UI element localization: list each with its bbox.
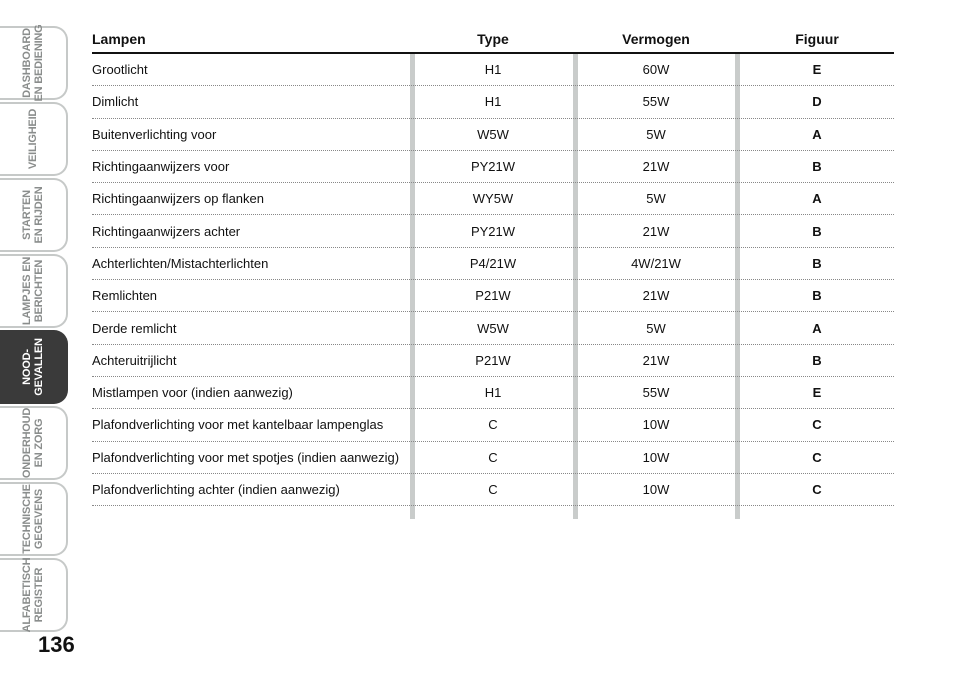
tab-onderhoud[interactable] — [0, 406, 68, 480]
table-row — [92, 86, 894, 118]
power-cell: 21W — [642, 288, 670, 304]
type-cell: H1 — [484, 385, 502, 401]
table-body — [92, 54, 894, 506]
figure-cell: B — [812, 352, 822, 368]
figure-cell: B — [812, 255, 822, 271]
lamp-cell: Plafondverlichting voor met kantelbaar lampenglas — [92, 417, 384, 433]
power-cell: 21W — [642, 159, 670, 175]
tab-label: STARTEN EN RIJDEN — [21, 186, 45, 244]
power-cell: 21W — [642, 352, 670, 368]
header-lamp: Lampen — [92, 31, 146, 47]
table-row — [92, 248, 894, 280]
figure-cell: A — [812, 320, 822, 336]
table-row — [92, 377, 894, 409]
figure-cell: D — [812, 94, 822, 110]
type-cell: W5W — [477, 320, 509, 336]
tab-label: ONDERHOUD EN ZORG — [21, 407, 45, 479]
table-row — [92, 345, 894, 377]
figure-cell: E — [812, 385, 822, 401]
page-number: 136 — [38, 632, 75, 657]
lamp-cell: Grootlicht — [92, 62, 148, 78]
power-cell: 5W — [646, 320, 666, 336]
tab-starten[interactable] — [0, 178, 68, 252]
table-header — [92, 26, 894, 54]
lamp-cell: Achteruitrijlicht — [92, 352, 177, 368]
power-cell: 10W — [642, 449, 670, 465]
lamp-cell: Buitenverlichting voor — [92, 126, 217, 142]
power-cell: 4W/21W — [631, 255, 681, 271]
lamp-table — [92, 26, 894, 506]
tab-label: LAMPJES EN BERICHTEN — [21, 256, 45, 326]
power-cell: 10W — [642, 482, 670, 497]
type-cell: P21W — [475, 352, 511, 368]
type-cell: PY21W — [470, 159, 516, 175]
type-cell: H1 — [484, 62, 502, 78]
table-row — [92, 119, 894, 151]
figure-cell: A — [812, 126, 822, 142]
table-row — [92, 312, 894, 344]
power-cell: 60W — [642, 62, 670, 78]
type-cell: PY21W — [470, 223, 516, 239]
type-cell: C — [488, 449, 498, 465]
table-row — [92, 54, 894, 86]
tab-veiligheid[interactable] — [0, 102, 68, 176]
tab-dashboard[interactable] — [0, 26, 68, 100]
type-cell: C — [488, 482, 498, 497]
lamp-cell: Dimlicht — [92, 94, 139, 110]
tab-label: DASHBOARD EN BEDIENING — [21, 24, 45, 102]
type-cell: H1 — [484, 94, 502, 110]
tab-label: VEILIGHEID — [27, 108, 39, 170]
tab-technische[interactable] — [0, 482, 68, 556]
figure-cell: A — [812, 191, 822, 207]
power-cell: 10W — [642, 417, 670, 433]
lamp-cell: Richtingaanwijzers op flanken — [92, 191, 264, 207]
header-type: Type — [477, 31, 509, 47]
figure-cell: B — [812, 159, 822, 175]
lamp-cell: Plafondverlichting achter (indien aanwezig) — [92, 482, 340, 497]
lamp-cell: Plafondverlichting voor met spotjes (indien aanwezig) — [92, 449, 400, 465]
header-power: Vermogen — [622, 31, 690, 47]
type-cell: C — [488, 417, 498, 433]
figure-cell: B — [812, 288, 822, 304]
type-cell: P21W — [475, 288, 511, 304]
table-row — [92, 442, 894, 474]
power-cell: 5W — [646, 126, 666, 142]
tab-noodgevallen[interactable] — [0, 330, 68, 404]
power-cell: 55W — [642, 94, 670, 110]
lamp-cell: Remlichten — [92, 288, 158, 304]
tab-alfabetisch[interactable] — [0, 558, 68, 632]
power-cell: 5W — [646, 191, 666, 207]
lamp-cell: Derde remlicht — [92, 320, 177, 336]
power-cell: 21W — [642, 223, 670, 239]
lamp-cell: Mistlampen voor (indien aanwezig) — [92, 385, 293, 401]
figure-cell: B — [812, 223, 822, 239]
tab-lampjes[interactable] — [0, 254, 68, 328]
table-row — [92, 151, 894, 183]
table-row — [92, 474, 894, 506]
power-cell: 55W — [642, 385, 670, 401]
table-row — [92, 280, 894, 312]
table-row — [92, 215, 894, 247]
lamp-cell: Achterlichten/Mistachterlichten — [92, 255, 269, 271]
figure-cell: C — [812, 417, 822, 433]
type-cell: W5W — [477, 126, 509, 142]
table-row — [92, 183, 894, 215]
tab-label: NOOD- GEVALLEN — [21, 338, 45, 396]
table-row — [92, 409, 894, 441]
header-figure: Figuur — [795, 31, 839, 47]
lamp-cell: Richtingaanwijzers achter — [92, 223, 241, 239]
tab-label: ALFABETISCH REGISTER — [21, 557, 45, 633]
type-cell: WY5W — [472, 191, 514, 207]
figure-cell: E — [812, 62, 822, 78]
type-cell: P4/21W — [469, 255, 517, 271]
tab-label: TECHNISCHE GEGEVENS — [21, 484, 45, 554]
lamp-cell: Richtingaanwijzers voor — [92, 159, 230, 175]
figure-cell: C — [812, 449, 822, 465]
figure-cell: C — [812, 482, 822, 497]
